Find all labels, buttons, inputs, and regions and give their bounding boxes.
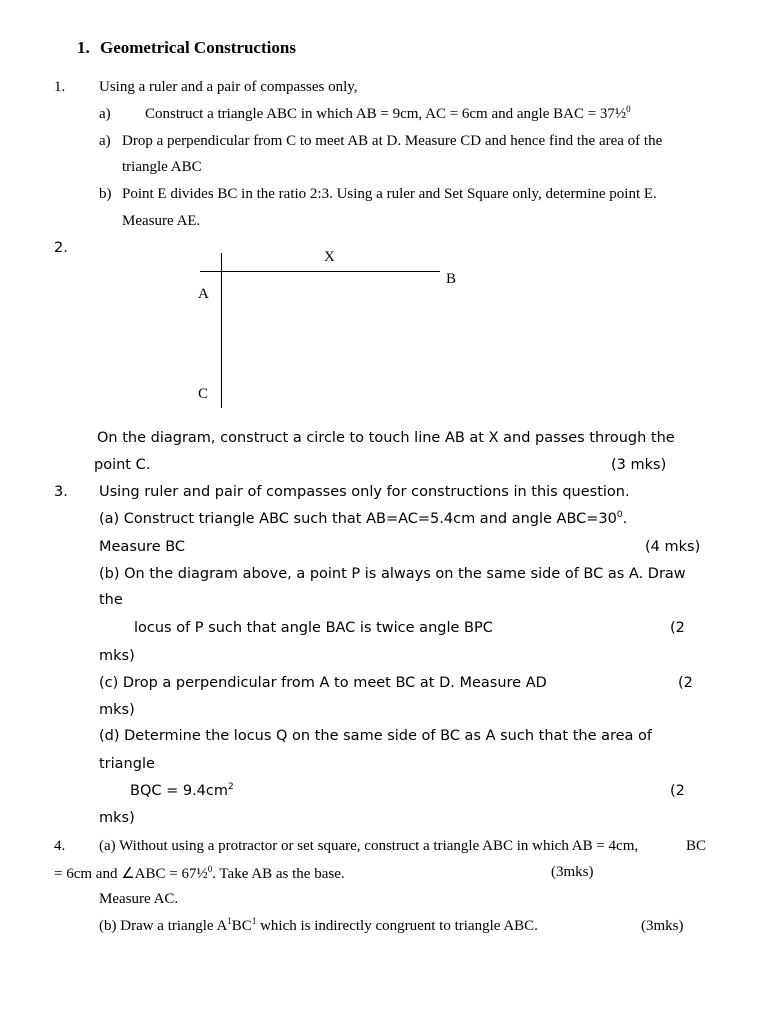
q3-a-line2: Measure BC xyxy=(99,539,186,555)
q4-a-marks: (3mks) xyxy=(551,864,594,880)
q1-part1-text: Construct a triangle ABC in which AB = 9cm, AC = 6cm and angle BAC = 37½$^0$ xyxy=(145,104,631,122)
line-ab xyxy=(200,271,440,272)
q3-intro: Using ruler and pair of compasses only for constructions in this question. xyxy=(99,484,630,500)
q3-b-line3: locus of P such that angle BAC is twice angle BPC xyxy=(134,620,493,636)
point-c-label: C xyxy=(198,386,209,402)
q3-d-line3: BQC = $9.4cm^2$ xyxy=(130,782,234,799)
point-b-label: B xyxy=(446,271,457,287)
q3-c-line1: (c) Drop a perpendicular from A to meet BC at D. Measure AD xyxy=(99,675,547,691)
q1-part2-line1: Drop a perpendicular from C to meet AB at D. Measure CD and hence find the area of the xyxy=(122,133,663,149)
q3-b-line2: the xyxy=(99,592,123,608)
q3-d-marks-close: mks) xyxy=(99,810,135,826)
q3-b-marks-close: mks) xyxy=(99,648,135,664)
q4-a-line3: Measure AC. xyxy=(99,891,179,907)
page-title: Geometrical Constructions xyxy=(100,38,296,57)
q1-intro: Using a ruler and a pair of compasses only, xyxy=(99,79,358,95)
q3-d-line1: (d) Determine the locus Q on the same side of BC as A such that the area of xyxy=(99,728,653,744)
q4-a-line2: = 6cm and ∠ABC = 67½$^0$. Take AB as the base. xyxy=(54,864,345,882)
q2-text-line1: On the diagram, construct a circle to touch line AB at X and passes through the xyxy=(97,430,675,446)
q3-b-line1: (b) On the diagram above, a point P is always on the same side of BC as A. Draw xyxy=(99,566,686,582)
q1-part3-line2: Measure AE. xyxy=(122,213,201,229)
q2-number: 2. xyxy=(54,240,68,256)
point-x-label: X xyxy=(324,249,335,265)
q4-a-line1: (a) Without using a protractor or set square, construct a triangle ABC in which AB = 4cm, xyxy=(99,838,639,854)
line-ac xyxy=(221,253,222,408)
q3-c-marks-open: (2 xyxy=(678,675,693,691)
q3-a-line1: (a) Construct triangle ABC such that AB=AC=5.4cm and angle $ABC=30^0$. xyxy=(99,510,628,527)
q1-part2-line2: triangle ABC xyxy=(122,159,202,175)
q2-marks: (3 mks) xyxy=(611,457,667,473)
q3-d-marks-open: (2 xyxy=(670,783,685,799)
q4-number: 4. xyxy=(54,838,66,854)
q3-number: 3. xyxy=(54,484,68,500)
q1-part3-label: b) xyxy=(99,186,112,202)
q2-text-line2: point C. xyxy=(94,457,151,473)
q3-a-marks: (4 mks) xyxy=(645,539,701,555)
q1-part1-label: a) xyxy=(99,106,111,122)
q3-d-line2: triangle xyxy=(99,756,155,772)
q3-c-marks-close: mks) xyxy=(99,702,135,718)
q3-b-marks-open: (2 xyxy=(670,620,685,636)
q1-number: 1. xyxy=(54,79,66,95)
point-a-label: A xyxy=(198,286,209,302)
heading-number: 1. xyxy=(77,38,90,57)
q1-part3-line1: Point E divides BC in the ratio 2:3. Using a ruler and Set Square only, determine point E. xyxy=(122,186,657,202)
q1-part2-label: a) xyxy=(99,133,111,149)
q4-b-line: (b) Draw a triangle $A^1BC^1$ which is indirectly congruent to triangle ABC. xyxy=(99,916,538,934)
q4-b-marks: (3mks) xyxy=(641,918,684,934)
q4-a-line1-end: BC xyxy=(686,838,707,854)
